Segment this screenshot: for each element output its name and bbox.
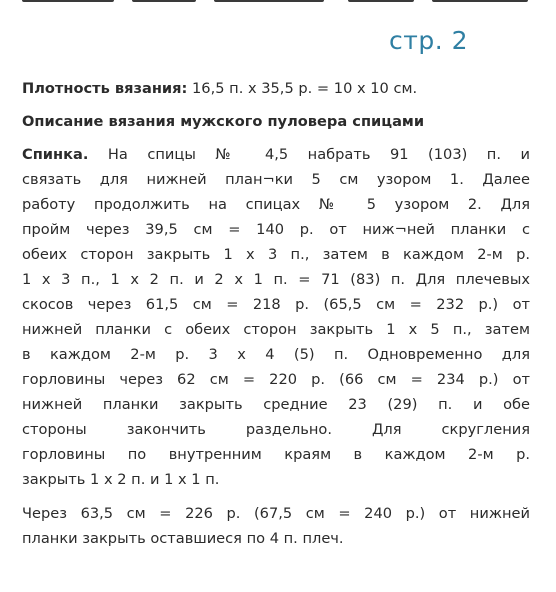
back-piece-paragraph [22,142,530,492]
paragraph-line: нижней планки с обеих сторон закрыть 1 x 5 п., затем [22,321,530,338]
paragraph-spacer [22,492,530,501]
paragraph-line: планки закрыть оставшиеся по 4 п. плеч. [22,530,344,547]
paragraph-line-text: На спицы № 4,5 набрать 91 (103) п. и [88,146,530,163]
paragraph-line: стороны закончить раздельно. Для скругления [22,421,530,438]
paragraph-line [22,142,530,167]
paragraph-line: нижней планки закрыть средние 23 (29) п. и обе [22,396,530,413]
paragraph-line: работу продолжить на спицах № 5 узором 2. Для [22,196,530,213]
section-heading: Описание вязания мужского пуловера спицами [22,113,425,130]
paragraph-line: скосов через 61,5 см = 218 р. (65,5 см = 232 р.) от [22,296,530,313]
back-piece-title: Спинка. [22,146,89,163]
paragraph-line: в каждом 2-м р. 3 x 4 (5) п. Одновременно для [22,346,530,363]
paragraph-line: Через 63,5 см = 226 р. (67,5 см = 240 р.) от нижней [22,505,530,522]
document-body [22,76,530,551]
final-paragraph [22,501,530,551]
density-value: 16,5 п. x 35,5 р. = 10 x 10 см. [187,80,418,97]
paragraph-line: пройм через 39,5 см = 140 р. от ниж¬ней планки с [22,221,530,238]
paragraph-line: связать для нижней план¬ки 5 см узором 1. Далее [22,171,530,188]
density-label: Плотность вязания: [22,80,188,97]
paragraph-line: обеих сторон закрыть 1 x 3 п., затем в каждом 2-м р. [22,246,530,263]
paragraph-line: закрыть 1 x 2 п. и 1 x 1 п. [22,471,220,488]
knitting-density-line [22,76,530,101]
paragraph-line: горловины по внутренним краям в каждом 2-м р. [22,446,530,463]
paragraph-line: горловины через 62 см = 220 р. (66 см = 234 р.) от [22,371,530,388]
page-number-label: стр. 2 [389,26,468,55]
cropped-previous-text [0,0,556,6]
paragraph-line: 1 x 3 п., 1 x 2 п. и 2 x 1 п. = 71 (83) п. Для плечевых [22,271,530,288]
